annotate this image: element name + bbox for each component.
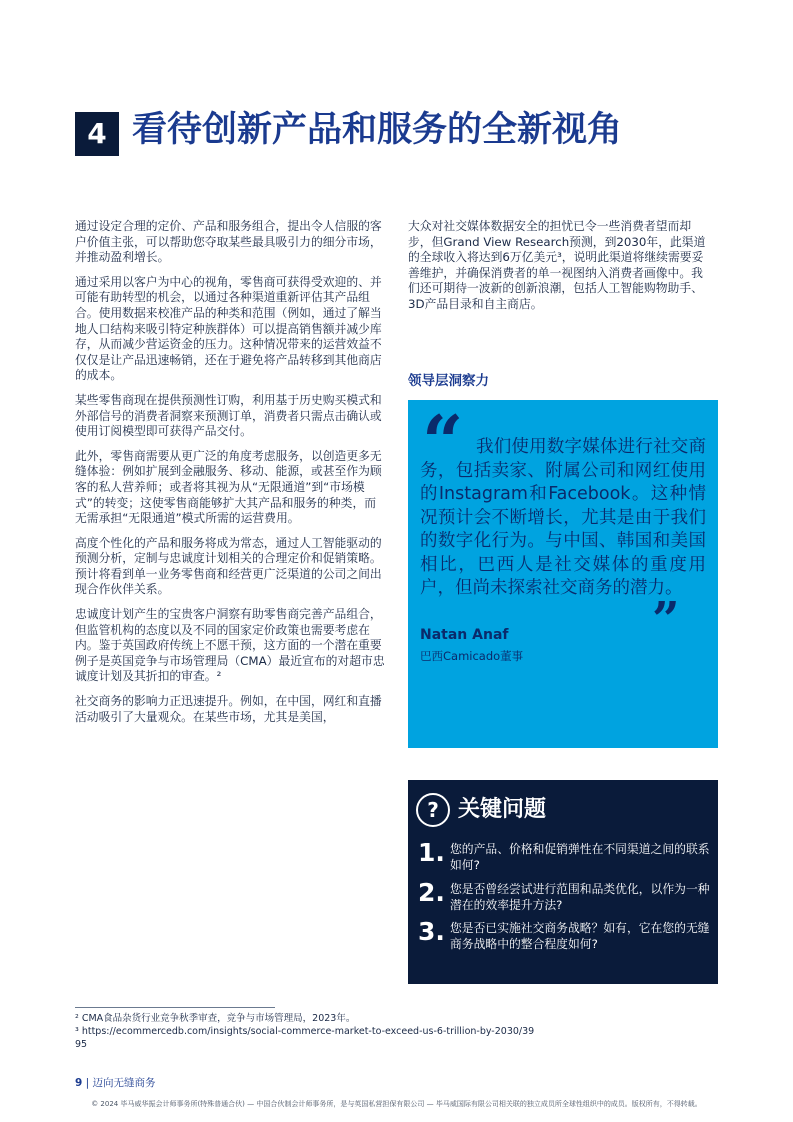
quote-box [408, 400, 718, 748]
page-footer [75, 1075, 156, 1090]
right-column [408, 219, 710, 313]
paragraph: 某些零售商现在提供预测性订购，利用基于历史购买模式和外部信号的消费者洞察来预测订单，消费者只需点击确认或使用订阅模型即可获得产品交付。 [75, 392, 382, 439]
quote-text: 我们使用数字媒体进行社交商务，包括卖家、附属公司和网红使用的Instagram和Facebook。这种情况预计会不断增长，尤其是由于我们的数字化行为。与中国、韩国和美国相比，巴西人是社交媒体的重度用户，但尚未探索社交商务的潜力。 [420, 437, 706, 598]
page-number: 9 [75, 1077, 83, 1089]
paragraph: 高度个性化的产品和服务将成为常态，通过人工智能驱动的预测分析，定制与忠诚度计划相关的合理定价和促销策略。预计将看到单一业务零售商和经营更广泛渠道的公司之间出现合作伙伴关系。 [75, 535, 382, 597]
footer-separator: | [82, 1077, 93, 1089]
copyright-notice: © 2024 毕马威华振会计师事务所(特殊普通合伙) — 中国合伙制会计师事务所，是与英国私营担保有限公司 — 毕马威国际有限公司相关联的独立成员所全球性组织中的成员。版权所有，不得转载。 [91, 1100, 702, 1108]
footnote-divider [75, 1007, 275, 1008]
paragraph: 此外，零售商需要从更广泛的角度考虑服务，以创造更多无缝体验：例如扩展到金融服务、移动、能源，或甚至作为顾客的私人营养师；或者将其视为从“无限通道”到“市场模式”的转变；这使零售商能够扩大其产品和服务的种类，而无需承担“无限通道”模式所需的运营费用。 [75, 448, 382, 526]
paragraph: 大众对社交媒体数据安全的担忧已令一些消费者望而却步，但Grand View Research预测，到2030年，此渠道的全球收入将达到6万亿美元³，说明此渠道将继续需要妥善维护，并确保消费者的单一视图纳入消费者画像中。我们还可期待一波新的创新浪潮，包括人工智能购物助手、3D产品目录和自主商店。 [408, 219, 706, 311]
question-text: 您是否已实施社交商务战略？如有，它在您的无缝商务战略中的整合程度如何? [450, 921, 710, 951]
key-questions-title: 关键问题 [458, 797, 547, 822]
open-quote-icon: “ [422, 399, 464, 484]
page-title: 看待创新产品和服务的全新视角 [132, 110, 623, 150]
question-text: 您的产品、价格和促销弹性在不同渠道之间的联系如何? [450, 842, 710, 872]
question-text: 您是否曾经尝试进行范围和品类优化，以作为一种潜在的效率提升方法? [450, 882, 710, 912]
question-number: 1. [418, 838, 445, 867]
footnotes [75, 1012, 535, 1051]
paragraph: 通过采用以客户为中心的视角，零售商可获得受欢迎的、并可能有助转型的机会，以通过各种渠道重新评估其产品组合。使用数据来校准产品的种类和范围（例如，通过了解当地人口结构来吸引特定种族群体）可以提高销售额并减少库存，从而减少营运资金的压力。这种情况带来的运营效益不仅仅是让产品迅速畅销，还在于避免将产品转移到其他商店的成本。 [75, 274, 382, 383]
quote-author: Natan Anaf [420, 627, 509, 643]
close-quote-icon: ” [652, 592, 680, 648]
paragraph: 忠诚度计划产生的宝贵客户洞察有助零售商完善产品组合，但监管机构的态度以及不同的国家定价政策也需要考虑在内。鉴于英国政府传统上不愿干预，这方面的一个潜在重要例子是英国竞争与市场管理局（CMA）最近宣布的对超市忠诚度计划及其折扣的审查。² [75, 607, 385, 684]
left-column [75, 219, 385, 734]
key-questions-box [408, 780, 718, 984]
quote-author-role: 巴西Camicado董事 [420, 649, 524, 663]
section-number-badge: 4 [75, 112, 119, 156]
leadership-insight-heading: 领导层洞察力 [408, 373, 489, 389]
question-circle-icon: ? [416, 793, 450, 827]
paragraph: 社交商务的影响力正迅速提升。例如，在中国，网红和直播活动吸引了大量观众。在某些市场，尤其是美国， [75, 694, 382, 724]
question-number: 2. [418, 878, 445, 907]
footer-section-label: 迈向无缝商务 [92, 1077, 156, 1089]
paragraph: 通过设定合理的定价、产品和服务组合，提出令人信服的客户价值主张，可以帮助您夺取某些最具吸引力的细分市场，并推动盈利增长。 [75, 219, 382, 265]
footnote: ² CMA食品杂货行业竞争秋季审查，竞争与市场管理局，2023年。 [75, 1013, 356, 1024]
question-number: 3. [418, 917, 445, 946]
footnote: ³ https://ecommercedb.com/insights/social-commerce-market-to-exceed-us-6-trillion-by-2030/3995 [75, 1026, 535, 1050]
